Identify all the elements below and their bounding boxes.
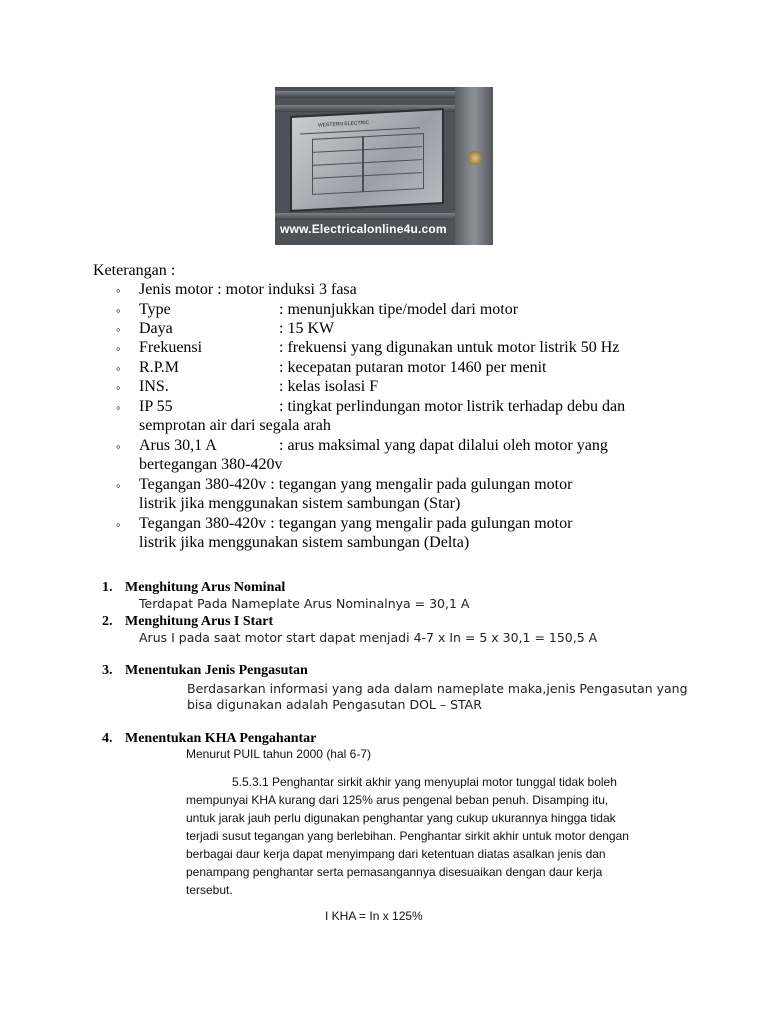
bullet-label: Jenis motor : motor induksi 3 fasa <box>139 281 357 298</box>
bullet-description: : kelas isolasi F <box>279 378 379 395</box>
section-4-number: 4. <box>102 731 113 746</box>
puil-line: terjadi susut tegangan yang berlebihan. Penghantar sirkit akhir untuk motor dengan <box>186 829 629 843</box>
bullet-continuation: bertegangan 380-420v <box>139 456 283 473</box>
bullet-label: Arus 30,1 A <box>139 437 217 454</box>
section-4-title: Menentukan KHA Pengahantar <box>125 731 317 746</box>
nameplate-photo <box>275 87 493 245</box>
bullet-description: : frekuensi yang digunakan untuk motor listrik 50 Hz <box>279 339 620 356</box>
nameplate <box>290 108 444 212</box>
bullet-icon: ◦ <box>116 439 121 454</box>
section-1-body: Terdapat Pada Nameplate Arus Nominalnya = 30,1 A <box>139 596 470 611</box>
bullet-label: Frekuensi <box>139 339 203 356</box>
nameplate-brand: WESTERN ELECTRIC <box>318 119 370 129</box>
puil-line: penampang penghantar serta pemasangannya disesuaikan dengan daur kerja <box>186 865 603 879</box>
bullet-description: : menunjukkan tipe/model dari motor <box>279 301 519 318</box>
section-3-title: Menentukan Jenis Pengasutan <box>125 663 308 678</box>
bullet-continuation: listrik jika menggunakan sistem sambungan (Delta) <box>139 534 470 551</box>
bullet-label: INS. <box>139 378 169 395</box>
kha-formula: I KHA = In x 125% <box>325 909 423 923</box>
bullet-continuation: semprotan air dari segala arah <box>139 417 331 434</box>
bullet-description: : arus maksimal yang dapat dilalui oleh motor yang <box>279 437 608 454</box>
puil-line: mempunyai KHA kurang dari 125% arus pengenal beban penuh. Disamping itu, <box>186 793 609 807</box>
bullet-label: IP 55 <box>139 398 173 415</box>
bullet-description: : tingkat perlindungan motor listrik terhadap debu dan <box>279 398 626 415</box>
bullet-description: : 15 KW <box>279 320 335 337</box>
bullet-icon: ◦ <box>116 380 121 395</box>
section-2-number: 2. <box>102 614 113 629</box>
bullet-icon: ◦ <box>116 322 121 337</box>
section-2-body: Arus I pada saat motor start dapat menjadi 4-7 x In = 5 x 30,1 = 150,5 A <box>139 630 598 645</box>
bullet-icon: ◦ <box>116 478 121 493</box>
bullet-icon: ◦ <box>116 361 121 376</box>
section-3-number: 3. <box>102 663 113 678</box>
photo-watermark: www.Electricalonline4u.com <box>280 222 447 236</box>
section-1-number: 1. <box>102 580 113 595</box>
bullet-label: Daya <box>139 320 173 337</box>
section-3-body-line-2: bisa digunakan adalah Pengasutan DOL – STAR <box>187 697 482 712</box>
puil-line: berbagai daur kerja dapat menyimpang dari ketentuan diatas asalkan jenis dan <box>186 847 606 861</box>
bullet-description: : kecepatan putaran motor 1460 per menit <box>279 359 547 376</box>
bullet-label: R.P.M <box>139 359 180 376</box>
bullet-icon: ◦ <box>116 341 121 356</box>
puil-line: tersebut. <box>186 883 233 897</box>
bullet-icon: ◦ <box>116 400 121 415</box>
bullet-continuation: listrik jika menggunakan sistem sambungan (Star) <box>139 495 461 512</box>
bullet-label: Tegangan 380-420v : tegangan yang mengalir pada gulungan motor <box>139 476 573 493</box>
screw-icon <box>468 151 482 165</box>
puil-line: 5.5.3.1 Penghantar sirkit akhir yang menyuplai motor tunggal tidak boleh <box>232 775 617 789</box>
section-1-title: Menghitung Arus Nominal <box>125 580 286 595</box>
bullet-label: Tegangan 380-420v : tegangan yang mengalir pada gulungan motor <box>139 515 573 532</box>
section-2-title: Menghitung Arus I Start <box>125 614 274 629</box>
section-4-subtitle: Menurut PUIL tahun 2000 (hal 6-7) <box>186 747 371 761</box>
bullet-icon: ◦ <box>116 283 121 298</box>
puil-line: untuk jarak jauh perlu digunakan penghantar yang cukup ukurannya hingga tidak <box>186 811 616 825</box>
bullet-icon: ◦ <box>116 303 121 318</box>
section-3-body-line-1: Berdasarkan informasi yang ada dalam nameplate maka,jenis Pengasutan yang <box>187 681 688 696</box>
keterangan-heading: Keterangan : <box>93 262 176 279</box>
bullet-icon: ◦ <box>116 517 121 532</box>
bullet-label: Type <box>139 301 171 318</box>
